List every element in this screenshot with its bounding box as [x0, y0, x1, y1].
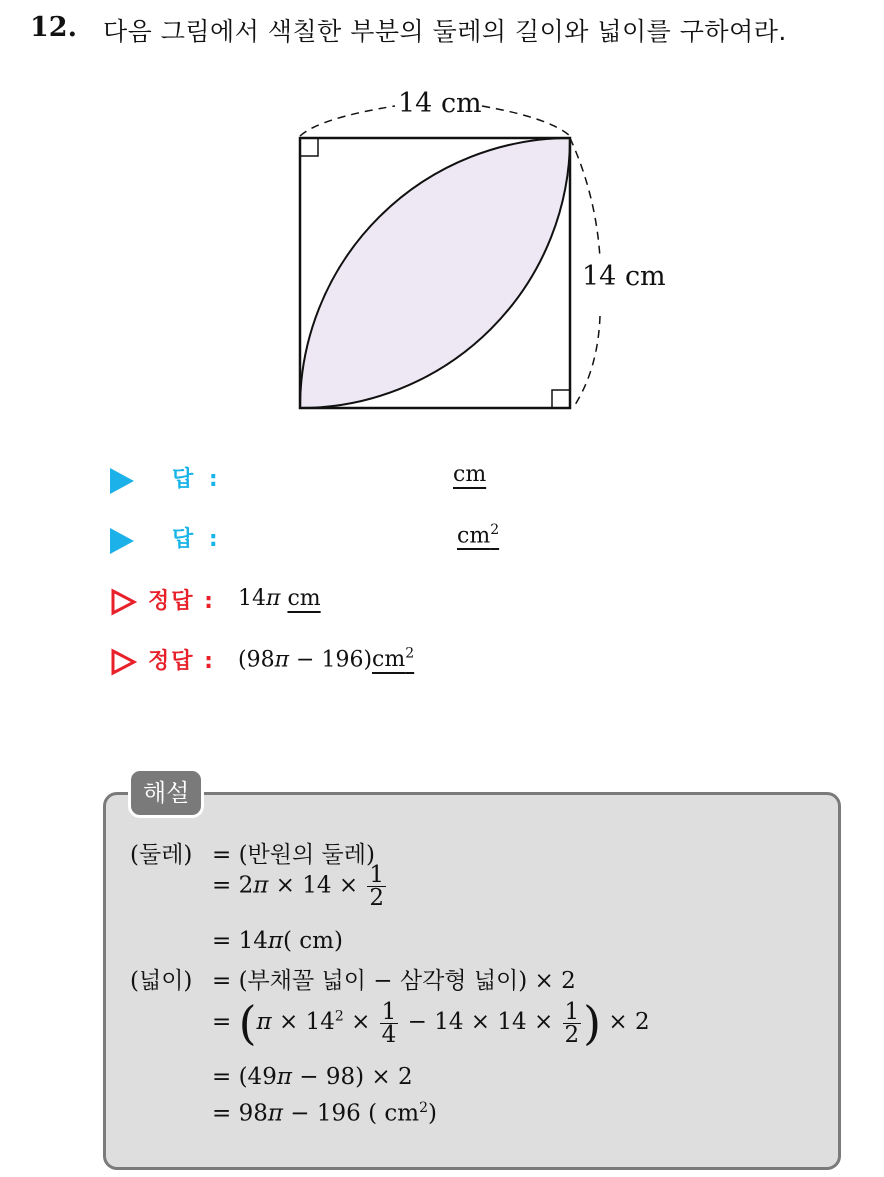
area-line-4: = 98π − 196 ( $cm^2$)	[212, 1100, 437, 1127]
blue-triangle-icon	[110, 528, 134, 554]
correct-answer-row-area	[110, 644, 530, 684]
fraction-one-half: $\frac{1}{2}$	[564, 998, 580, 1048]
fraction-one-quarter: $\frac{1}{4}$	[381, 998, 397, 1048]
area-line-2: = ($\pi \times 14^2$ × $\frac{1}{4}$ − 14 × 14 × $\frac{1}{2}$ ) × 2	[212, 996, 650, 1050]
area-lhs: (넓이)	[130, 968, 193, 994]
right-angle-mark-bottom-right	[552, 390, 570, 408]
question-number: 12.	[30, 12, 77, 43]
shaded-region	[300, 138, 570, 408]
red-triangle-outline-icon	[110, 588, 138, 616]
top-dimension-arc-right	[482, 106, 570, 136]
perimeter-line-3: = 14π( cm)	[212, 928, 343, 954]
perimeter-lhs: (둘레)	[130, 842, 193, 868]
correct-answer-area: $(98\pi - 196)cm^2$	[238, 646, 415, 673]
right-angle-mark-top-left	[300, 138, 318, 156]
question-text: 다음 그림에서 색칠한 부분의 둘레의 길이와 넓이를 구하여라.	[103, 17, 787, 46]
right-big-paren: )	[583, 996, 602, 1050]
answer-label: 답 :	[172, 527, 222, 552]
area-line-3: = (49π − 98) × 2	[212, 1064, 413, 1090]
correct-answer-label: 정답 :	[148, 649, 215, 674]
fraction-one-half: $\frac{1}{2}$	[369, 862, 385, 911]
area-line-1: = (부채꼴 넓이 − 삼각형 넓이) × 2	[212, 968, 576, 994]
answer-label: 답 :	[172, 467, 222, 492]
left-big-paren: (	[238, 996, 257, 1050]
shaded-lens-figure	[270, 80, 690, 430]
blue-triangle-icon	[110, 468, 134, 494]
right-dimension-arc-lower	[573, 316, 600, 408]
correct-answer-perimeter: 14π cm	[238, 586, 321, 611]
perimeter-line-1: = (반원의 둘레)	[212, 842, 375, 868]
red-triangle-outline-icon	[110, 648, 138, 676]
answer-row-perimeter	[110, 462, 530, 502]
correct-answer-row-perimeter	[110, 584, 470, 624]
right-length-label: 14 cm	[582, 261, 666, 292]
answer-unit-cm2: $cm^2$	[457, 522, 500, 549]
top-dimension-arc	[300, 106, 395, 136]
answer-unit-cm: cm	[453, 462, 487, 487]
correct-answer-label: 정답 :	[148, 589, 215, 614]
perimeter-line-2: = 2π × 14 × $\frac{1}{2}$	[212, 862, 385, 911]
answer-row-area	[110, 522, 530, 562]
right-dimension-arc	[570, 138, 600, 258]
top-length-label: 14 cm	[398, 88, 482, 119]
explanation-tag: 해설	[128, 768, 204, 818]
